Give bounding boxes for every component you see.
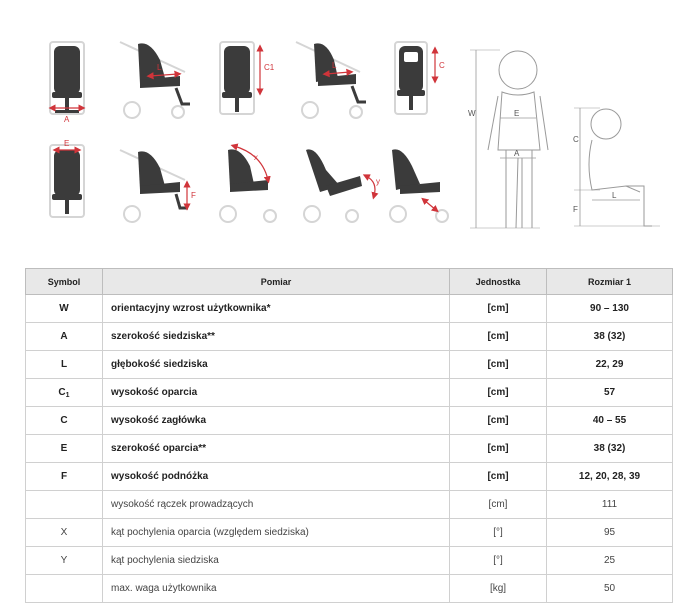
chair-recline-diagram — [304, 149, 362, 222]
label-A: A — [64, 115, 70, 124]
cell-rozmiar: 38 (32) — [547, 435, 673, 463]
label-C1: C1 — [264, 63, 275, 72]
cell-rozmiar: 57 — [547, 379, 673, 407]
cell-pomiar: orientacyjny wzrost użytkownika* — [103, 295, 450, 323]
table-row — [26, 463, 673, 491]
cell-jednostka: [cm] — [450, 407, 547, 435]
table-row — [26, 519, 673, 547]
cell-jednostka: [cm] — [450, 351, 547, 379]
cell-rozmiar: 50 — [547, 575, 673, 603]
symbol-text: Y — [60, 554, 68, 566]
cell-rozmiar: 111 — [547, 491, 673, 519]
symbol-text: C — [58, 386, 66, 398]
cell-symbol — [26, 575, 103, 603]
chair-headrest-height-diagram — [395, 42, 445, 114]
label-L-child: L — [612, 191, 617, 200]
label-C-headrest: C — [439, 61, 445, 70]
cell-symbol — [26, 519, 103, 547]
symbol-text: X — [60, 526, 68, 538]
label-E-chair: E — [64, 139, 70, 148]
cell-symbol — [26, 295, 103, 323]
table-row — [26, 351, 673, 379]
symbol-text: W — [59, 302, 69, 314]
table-row — [26, 295, 673, 323]
label-L1: L — [332, 61, 337, 70]
chair-backrest-height-diagram — [220, 42, 275, 114]
chair-side-depth-l1-diagram — [296, 42, 366, 118]
cell-symbol — [26, 491, 103, 519]
header-symbol: Symbol — [26, 269, 103, 295]
cell-rozmiar: 40 – 55 — [547, 407, 673, 435]
cell-jednostka: [cm] — [450, 323, 547, 351]
child-standing-sketch — [468, 50, 548, 228]
table-row — [26, 575, 673, 603]
cell-pomiar: kąt pochylenia oparcia (względem siedziska) — [103, 519, 450, 547]
table-row — [26, 379, 673, 407]
symbol-subscript: 1 — [65, 391, 70, 399]
cell-rozmiar: 38 (32) — [547, 323, 673, 351]
header-jednostka: Jednostka — [450, 269, 547, 295]
cell-symbol — [26, 407, 103, 435]
symbol-text: C — [60, 414, 68, 426]
cell-pomiar: wysokość podnóżka — [103, 463, 450, 491]
dimension-diagrams — [0, 0, 681, 262]
cell-symbol — [26, 547, 103, 575]
label-L: L — [157, 63, 162, 72]
label-A-child: A — [514, 149, 520, 158]
chair-backrest-angle-diagram — [220, 146, 276, 222]
cell-pomiar: szerokość siedziska** — [103, 323, 450, 351]
cell-jednostka: [cm] — [450, 463, 547, 491]
chair-side-depth-diagram — [120, 42, 190, 118]
cell-rozmiar: 12, 20, 28, 39 — [547, 463, 673, 491]
chair-footrest-height-diagram — [120, 150, 196, 222]
label-E-child: E — [514, 109, 520, 118]
cell-pomiar: kąt pochylenia siedziska — [103, 547, 450, 575]
cell-pomiar: max. waga użytkownika — [103, 575, 450, 603]
cell-pomiar: wysokość zagłówka — [103, 407, 450, 435]
symbol-text: F — [60, 470, 68, 482]
table-row — [26, 407, 673, 435]
label-W: W — [468, 109, 476, 118]
cell-jednostka: [kg] — [450, 575, 547, 603]
cell-jednostka: [cm] — [450, 491, 547, 519]
cell-pomiar: wysokość rączek prowadzących — [103, 491, 450, 519]
table-row — [26, 547, 673, 575]
cell-pomiar: szerokość oparcia** — [103, 435, 450, 463]
cell-rozmiar: 95 — [547, 519, 673, 547]
cell-jednostka: [°] — [450, 519, 547, 547]
table-header-row — [26, 269, 673, 295]
symbol-text: E — [60, 442, 68, 454]
cell-symbol — [26, 435, 103, 463]
symbol-text: A — [60, 330, 68, 342]
label-x: x — [254, 153, 258, 162]
cell-jednostka: [cm] — [450, 435, 547, 463]
header-pomiar: Pomiar — [103, 269, 450, 295]
table-body — [26, 295, 673, 603]
chair-backrest-width-diagram — [50, 139, 84, 217]
table-row — [26, 435, 673, 463]
symbol-text: L — [60, 358, 68, 370]
cell-jednostka: [cm] — [450, 379, 547, 407]
cell-symbol — [26, 379, 103, 407]
header-rozmiar: Rozmiar 1 — [547, 269, 673, 295]
cell-symbol — [26, 351, 103, 379]
table-row — [26, 491, 673, 519]
label-y: y — [376, 177, 380, 186]
cell-jednostka: [°] — [450, 547, 547, 575]
table-row — [26, 323, 673, 351]
cell-symbol — [26, 323, 103, 351]
cell-pomiar: głębokość siedziska — [103, 351, 450, 379]
child-sitting-sketch — [573, 108, 660, 226]
label-F-chair: F — [191, 191, 196, 200]
cell-rozmiar: 90 – 130 — [547, 295, 673, 323]
cell-pomiar: wysokość oparcia — [103, 379, 450, 407]
chair-seat-angle-diagram — [366, 149, 448, 222]
label-F-child: F — [573, 205, 578, 214]
cell-rozmiar: 22, 29 — [547, 351, 673, 379]
chair-front-width-diagram — [50, 42, 84, 124]
cell-rozmiar: 25 — [547, 547, 673, 575]
spec-table — [25, 268, 673, 603]
label-C-child: C — [573, 135, 579, 144]
cell-symbol — [26, 463, 103, 491]
cell-jednostka: [cm] — [450, 295, 547, 323]
